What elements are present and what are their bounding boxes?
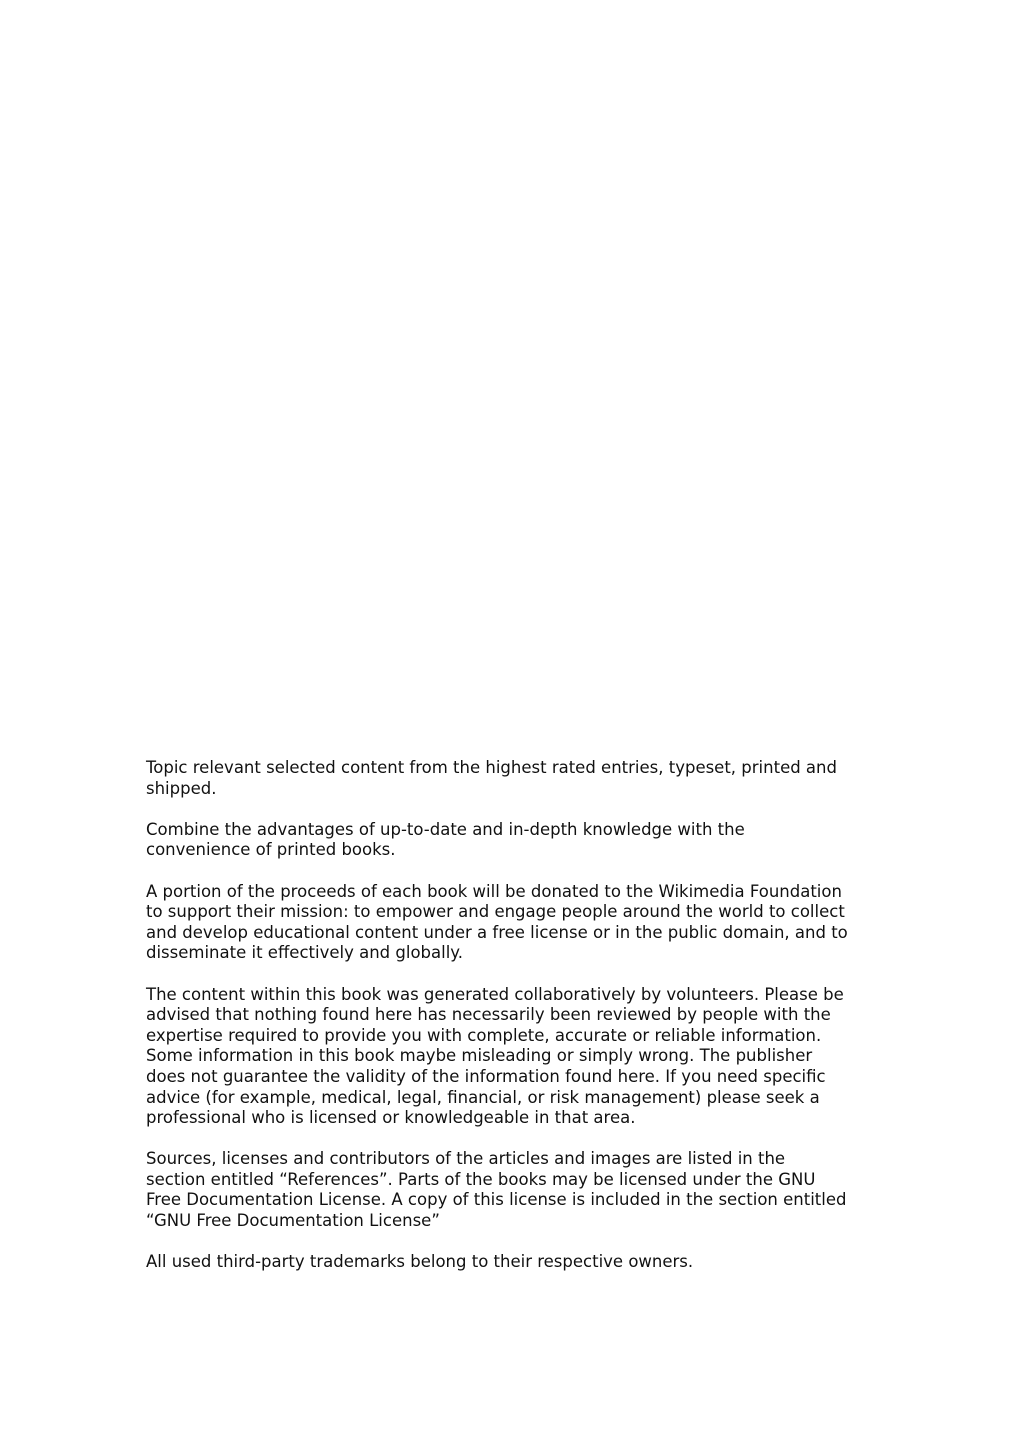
text-line: disseminate it effectively and globally. [146, 943, 463, 963]
paragraph-donation [146, 882, 886, 964]
text-line: convenience of printed books. [146, 840, 396, 860]
text-line: Combine the advantages of up-to-date and in-depth knowledge with the [146, 819, 745, 839]
paragraph-disclaimer [146, 985, 886, 1129]
text-line: All used third-party trademarks belong to their respective owners. [146, 1252, 694, 1272]
paragraph-advantages [146, 820, 886, 861]
text-line: Free Documentation License. A copy of this license is included in the section entitled [146, 1190, 847, 1210]
text-line: A portion of the proceeds of each book will be donated to the Wikimedia Foundation [146, 881, 842, 901]
text-line: professional who is licensed or knowledgeable in that area. [146, 1108, 636, 1128]
paragraph-sources [146, 1149, 886, 1231]
text-line: does not guarantee the validity of the information found here. If you need specific [146, 1066, 826, 1086]
text-line: Topic relevant selected content from the highest rated entries, typeset, printed and [146, 758, 837, 777]
text-line: Some information in this book maybe misleading or simply wrong. The publisher [146, 1046, 813, 1066]
text-line: shipped. [146, 778, 217, 798]
text-line: advised that nothing found here has necessarily been reviewed by people with the [146, 1005, 831, 1025]
text-line: “GNU Free Documentation License” [146, 1211, 440, 1231]
text-line: Sources, licenses and contributors of the articles and images are listed in the [146, 1149, 786, 1169]
disclaimer-text-block [146, 758, 886, 1293]
text-line: advice (for example, medical, legal, financial, or risk management) please seek a [146, 1087, 820, 1107]
text-line: and develop educational content under a free license or in the public domain, and to [146, 922, 848, 942]
paragraph-trademarks [146, 1252, 886, 1273]
text-line: expertise required to provide you with complete, accurate or reliable information. [146, 1025, 822, 1045]
paragraph-intro [146, 758, 886, 799]
text-line: to support their mission: to empower and engage people around the world to collect [146, 902, 845, 922]
text-line: The content within this book was generated collaboratively by volunteers. Please be [146, 984, 844, 1004]
text-line: section entitled “References”. Parts of the books may be licensed under the GNU [146, 1169, 816, 1189]
